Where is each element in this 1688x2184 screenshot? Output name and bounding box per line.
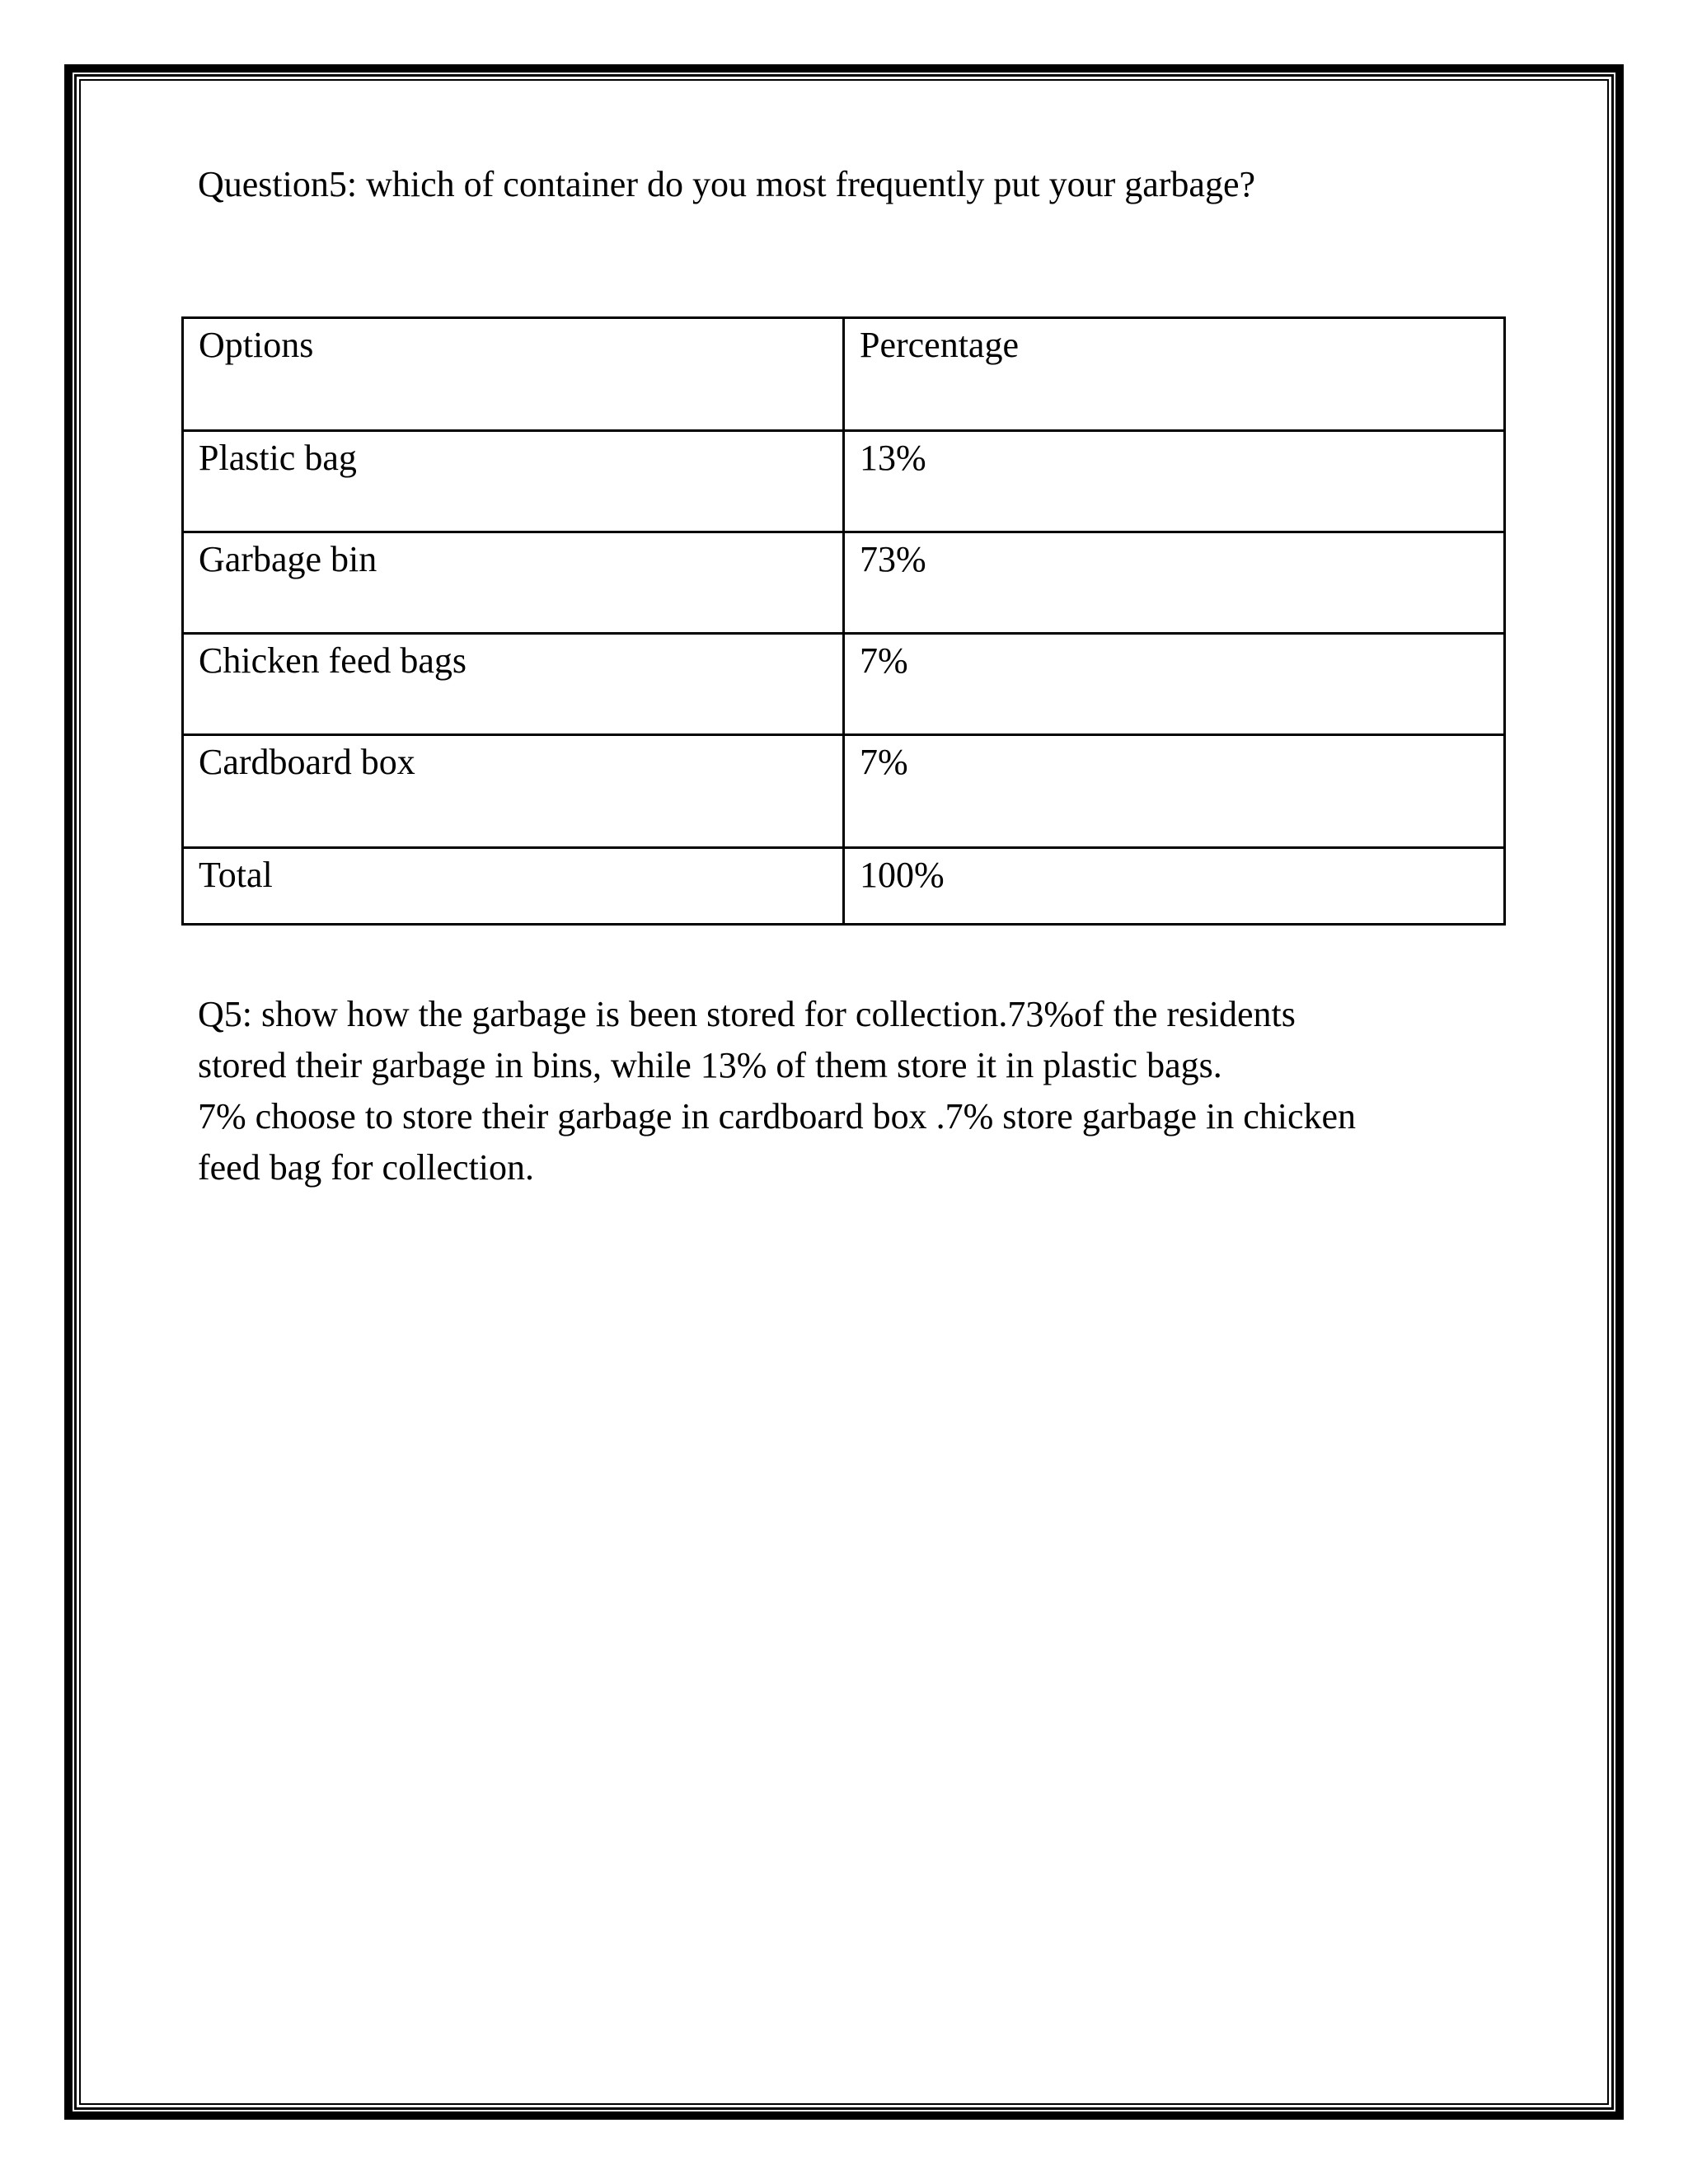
percentage-cell: 7% — [844, 634, 1505, 735]
header-percentage: Percentage — [844, 318, 1505, 431]
summary-line: feed bag for collection. — [198, 1147, 535, 1188]
summary-paragraph — [198, 989, 1533, 1193]
option-cell: Cardboard box — [183, 735, 844, 848]
results-table — [181, 316, 1506, 926]
option-cell: Plastic bag — [183, 431, 844, 532]
option-cell: Garbage bin — [183, 532, 844, 634]
question-heading: Question5: which of container do you most frequently put your garbage? — [198, 164, 1256, 204]
table-row — [183, 634, 1505, 735]
table-header-row — [183, 318, 1505, 431]
table-row — [183, 735, 1505, 848]
summary-line: Q5: show how the garbage is been stored for collection.73%of the residents — [198, 994, 1296, 1034]
total-label-cell: Total — [183, 848, 844, 925]
table-total-row — [183, 848, 1505, 925]
table-row — [183, 431, 1505, 532]
percentage-cell: 7% — [844, 735, 1505, 848]
table-row — [183, 532, 1505, 634]
percentage-cell: 73% — [844, 532, 1505, 634]
total-value-cell: 100% — [844, 848, 1505, 925]
summary-line: 7% choose to store their garbage in cardboard box .7% store garbage in chicken — [198, 1096, 1357, 1137]
percentage-cell: 13% — [844, 431, 1505, 532]
summary-line: stored their garbage in bins, while 13% of them store it in plastic bags. — [198, 1045, 1222, 1085]
header-options: Options — [183, 318, 844, 431]
option-cell: Chicken feed bags — [183, 634, 844, 735]
